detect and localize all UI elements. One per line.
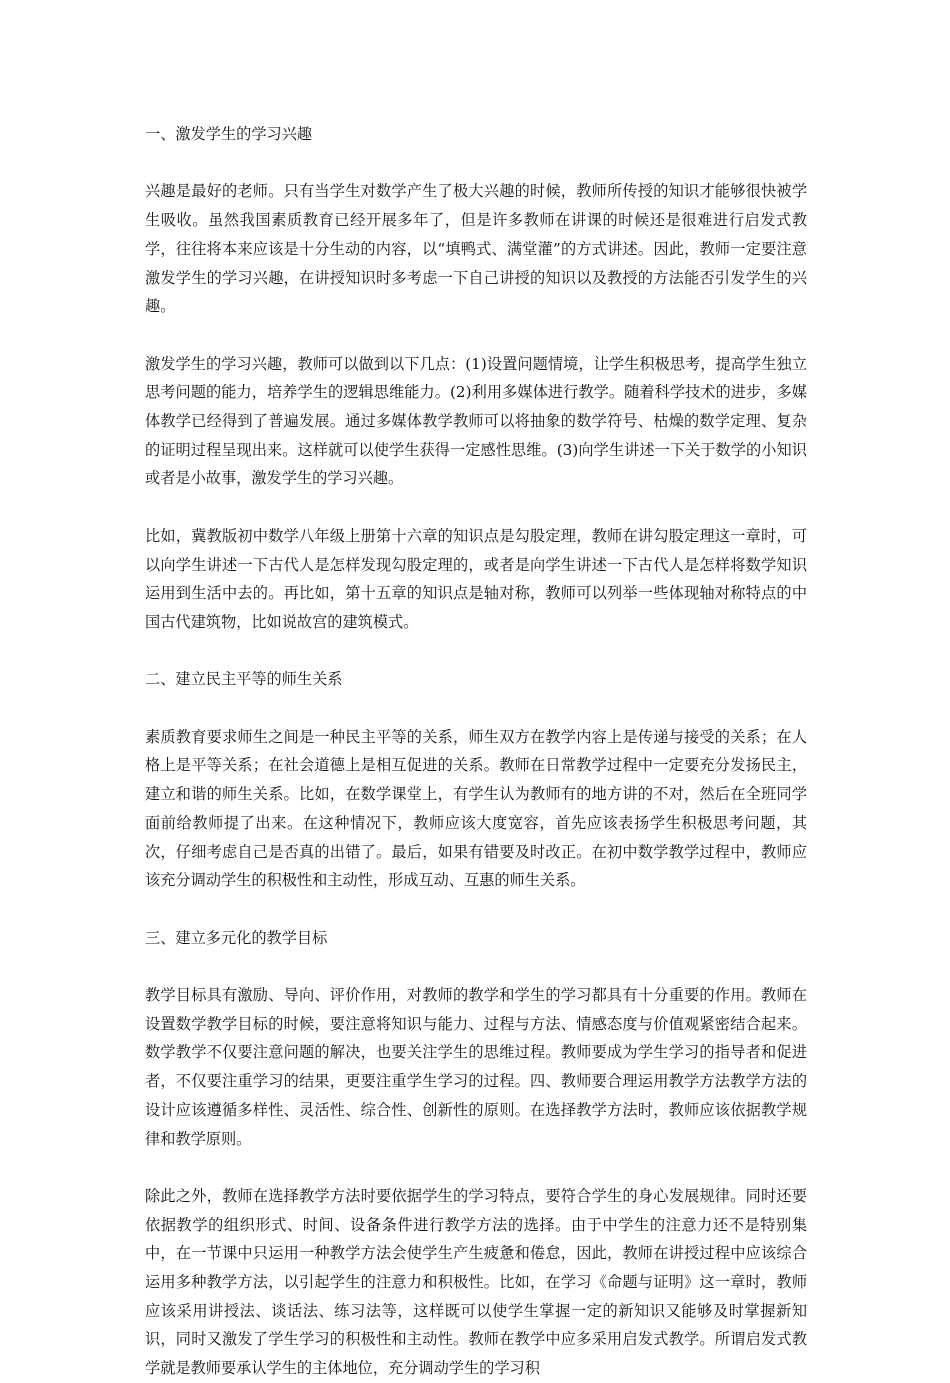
section-heading-2: 二、建立民主平等的师生关系	[145, 670, 343, 689]
section-heading-1: 一、激发学生的学习兴趣	[145, 125, 313, 143]
section-heading-3: 三、建立多元化的教学目标	[145, 928, 328, 947]
paragraph-5: 教学目标具有激励、导向、评价作用，对教师的教学和学生的学习都具有十分重要的作用。教师在设置数学教学目标的时候，要注意将知识与能力、过程与方法、情感态度与价值观紧密结合起来。数学教学不仅要注意问题的解决，也要关注学生的思维过程。教师要成为学生学习的指导者和促进者，不仅要注重学习的结果，更要注重学生学习的过程。四、教师要合理运用教学方法教学方法的设计应该遵循多样性、灵活性、综合性、创新性的原则。在选择教学方法时，教师应该依据教学规律和教学原则。	[145, 985, 807, 1148]
paragraph-3: 比如，冀教版初中数学八年级上册第十六章的知识点是勾股定理，教师在讲勾股定理这一章时，可以向学生讲述一下古代人是怎样发现勾股定理的，或者是向学生讲述一下古代人是怎样将数学知识运用到生活中去的。再比如，第十五章的知识点是轴对称，教师可以列举一些体现轴对称特点的中国古代建筑物，比如说故宫的建筑模式。	[145, 526, 807, 631]
document-body	[145, 120, 807, 1383]
paragraph-1: 兴趣是最好的老师。只有当学生对数学产生了极大兴趣的时候，教师所传授的知识才能够很快被学生吸收。虽然我国素质教育已经开展多年了，但是许多教师在讲课的时候还是很难进行启发式教学，往往将本来应该是十分生动的内容，以“填鸭式、满堂灌”的方式讲述。因此，教师一定要注意激发学生的学习兴趣，在讲授知识时多考虑一下自己讲授的知识以及教授的方法能否引发学生的兴趣。	[145, 182, 807, 316]
paragraph-4: 素质教育要求师生之间是一种民主平等的关系，师生双方在教学内容上是传递与接受的关系；在人格上是平等关系；在社会道德上是相互促进的关系。教师在日常教学过程中一定要充分发扬民主，建立和谐的师生关系。比如，在数学课堂上，有学生认为教师有的地方讲的不对，然后在全班同学面前给教师提了出来。在这种情况下，教师应该大度宽容，首先应该表扬学生积极思考问题，其次，仔细考虑自己是否真的出错了。最后，如果有错要及时改正。在初中数学教学过程中，教师应该充分调动学生的积极性和主动性，形成互动、互惠的师生关系。	[145, 727, 807, 890]
paragraph-2: 激发学生的学习兴趣，教师可以做到以下几点：(1)设置问题情境，让学生积极思考，提高学生独立思考问题的能力，培养学生的逻辑思维能力。(2)利用多媒体进行教学。随着科学技术的进步，多媒体教学已经得到了普遍发展。通过多媒体教学教师可以将抽象的数学符号、枯燥的数学定理、复杂的证明过程呈现出来。这样就可以使学生获得一定感性思维。(3)向学生讲述一下关于数学的小知识或者是小故事，激发学生的学习兴趣。	[145, 354, 807, 488]
paragraph-6: 除此之外，教师在选择教学方法时要依据学生的学习特点，要符合学生的身心发展规律。同时还要依据教学的组织形式、时间、设备条件进行教学方法的选择。由于中学生的注意力还不是特别集中，在一节课中只运用一种教学方法会使学生产生疲惫和倦怠，因此，教师在讲授过程中应该综合运用多种教学方法，以引起学生的注意力和积极性。比如，在学习《命题与证明》这一章时，教师应该采用讲授法、谈话法、练习法等，这样既可以使学生掌握一定的新知识又能够及时掌握新知识，同时又激发了学生学习的积极性和主动性。教师在教学中应多采用启发式教学。所谓启发式教学就是教师要承认学生的主体地位，充分调动学生的学习积	[145, 1186, 807, 1378]
